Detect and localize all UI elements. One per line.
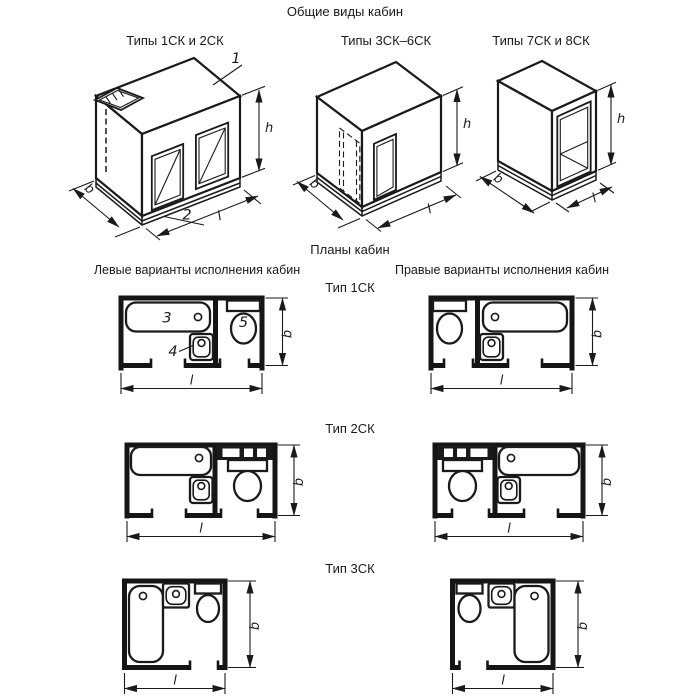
washbasin xyxy=(498,477,521,503)
dim-b-label: b xyxy=(306,175,323,193)
callout-4-label: 4 xyxy=(168,344,178,360)
dim-l-label: l xyxy=(507,521,511,537)
plan-1ck-right xyxy=(420,289,620,401)
dim-l-label: l xyxy=(199,521,203,537)
plan-3ck-left xyxy=(110,573,278,697)
washbasin xyxy=(480,334,503,360)
dimension-l xyxy=(453,673,554,694)
washbasin xyxy=(190,477,213,503)
dimension-l xyxy=(435,521,583,542)
door-opening-front xyxy=(374,134,396,200)
dim-b-label: b xyxy=(576,621,591,631)
dimension-h xyxy=(242,86,273,177)
column-header-right-variants: Правые варианты исполнения кабин xyxy=(394,263,610,277)
dim-h-label: h xyxy=(265,121,274,136)
dimension-h xyxy=(443,87,471,172)
type-label-1ck: Тип 1СК xyxy=(325,280,375,295)
plan-2ck-left xyxy=(112,435,316,549)
ventilation-block xyxy=(218,445,273,460)
bathtub xyxy=(515,586,549,662)
bathtub xyxy=(129,586,163,662)
dimension-b xyxy=(266,298,296,366)
toilet xyxy=(443,460,482,501)
dim-l-label: l xyxy=(499,373,504,389)
iso-view-types-7ck-8ck xyxy=(468,56,654,224)
callout-1-label: 1 xyxy=(231,51,241,67)
bathtub xyxy=(483,303,567,332)
type-label-3ck: Тип 3СК xyxy=(325,561,375,576)
type-label-2ck: Тип 2СК xyxy=(325,421,375,436)
dimension-b xyxy=(576,298,606,366)
dim-l-label: l xyxy=(425,202,435,218)
drawing-title: Общие виды кабин xyxy=(286,4,404,19)
toilet xyxy=(227,301,260,344)
dim-l-label: l xyxy=(501,673,505,689)
plans-title: Планы кабин xyxy=(310,242,390,257)
dim-b-label: b xyxy=(600,477,615,487)
bathtub xyxy=(131,447,211,475)
dim-l-label: l xyxy=(215,209,225,225)
toilet xyxy=(195,584,221,623)
dim-h-label: h xyxy=(617,112,626,127)
toilet xyxy=(228,460,267,501)
washbasin xyxy=(168,334,213,360)
plan-1ck-left xyxy=(110,289,310,401)
dimension-h xyxy=(598,82,625,170)
dim-b-label: b xyxy=(248,621,263,631)
iso-view-types-1ck-2ck xyxy=(56,52,278,246)
plan-2ck-right xyxy=(420,435,624,549)
bathtub xyxy=(126,303,210,332)
dim-b-label: b xyxy=(81,180,98,198)
dimension-l xyxy=(431,373,572,394)
dimension-l xyxy=(127,521,275,542)
dimension-l xyxy=(125,673,226,694)
iso-label-types-3ck-6ck: Типы 3СК–6СК xyxy=(340,33,432,48)
column-header-left-variants: Левые варианты исполнения кабин xyxy=(93,263,301,277)
iso-label-types-1ck-2ck: Типы 1СК и 2СК xyxy=(126,33,224,48)
dimension-b xyxy=(278,445,307,516)
callout-3-label: 3 xyxy=(162,310,172,327)
door-opening-front xyxy=(557,101,590,186)
iso-label-types-7ck-8ck: Типы 7СК и 8СК xyxy=(492,33,590,48)
dimension-b xyxy=(586,445,615,516)
dimension-b xyxy=(556,581,591,668)
toilet xyxy=(433,301,466,344)
bathtub xyxy=(499,447,579,475)
washbasin xyxy=(163,584,189,608)
door-opening-left xyxy=(152,144,183,210)
door-opening-right xyxy=(196,123,228,190)
dim-b-label: b xyxy=(590,329,606,339)
dim-l-label: l xyxy=(589,191,600,207)
ventilation-block xyxy=(438,445,493,460)
toilet xyxy=(457,584,483,623)
dimension-l xyxy=(556,183,614,212)
dimension-b xyxy=(228,581,263,668)
dim-b-label: b xyxy=(292,477,307,487)
dim-b-label: b xyxy=(490,170,506,188)
dim-l-label: l xyxy=(189,373,194,389)
dimension-l xyxy=(121,373,262,394)
callout-5-label: 5 xyxy=(238,315,249,331)
dim-h-label: h xyxy=(463,117,472,132)
iso-view-types-3ck-6ck xyxy=(286,56,484,238)
washbasin xyxy=(489,584,515,608)
callout-2-label: 2 xyxy=(182,207,192,224)
dim-l-label: l xyxy=(173,673,177,689)
plan-3ck-right xyxy=(438,573,606,697)
dim-b-label: b xyxy=(280,329,296,339)
